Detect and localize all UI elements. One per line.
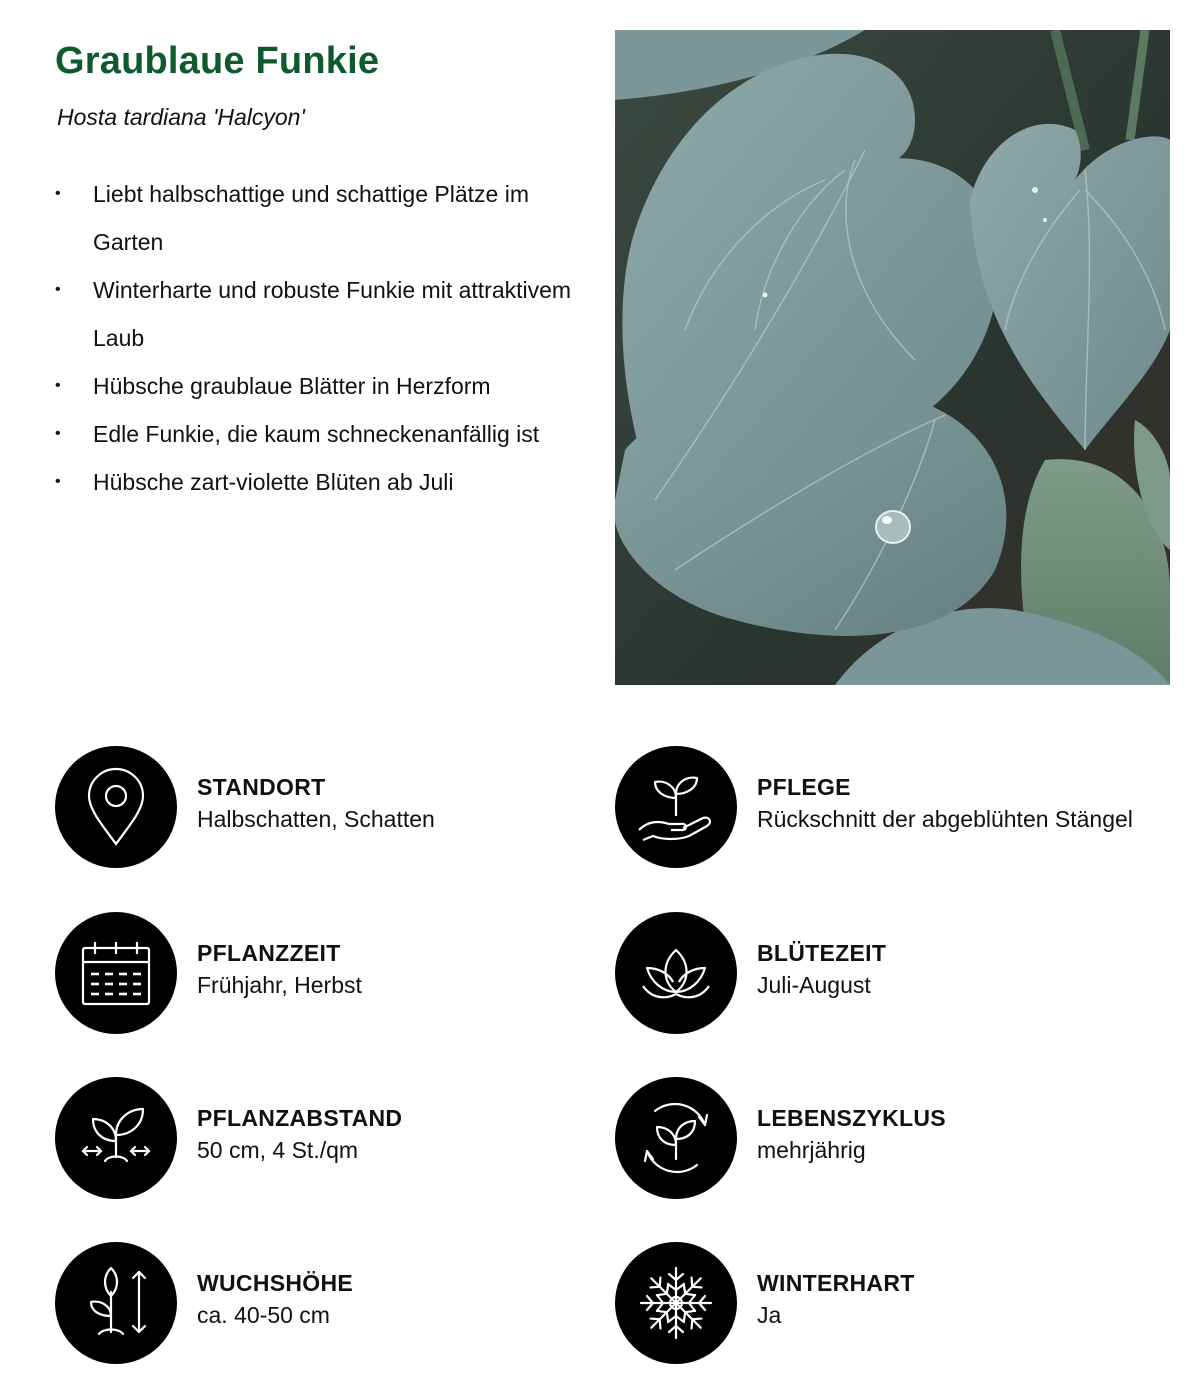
bullet-item: • Winterharte und robuste Funkie mit attraktivem Laub xyxy=(55,266,575,362)
feature-value: ca. 40-50 cm xyxy=(197,1302,330,1328)
bullet-item: • Edle Funkie, die kaum schneckenanfällig ist xyxy=(55,410,575,458)
feature-value: Juli-August xyxy=(757,972,871,998)
lotus-flower-icon xyxy=(615,912,737,1034)
feature-value: 50 cm, 4 St./qm xyxy=(197,1137,359,1163)
feature-value: mehrjährig xyxy=(757,1137,866,1163)
feature-pflege xyxy=(615,746,1135,871)
bullet-item: • Hübsche zart-violette Blüten ab Juli xyxy=(55,458,575,506)
calendar-icon xyxy=(55,912,177,1034)
cycle-sprout-icon xyxy=(615,1077,737,1199)
bullet-item: • Hübsche graublaue Blätter in Herzform xyxy=(55,362,575,410)
hosta-leaves-photo xyxy=(615,30,1170,685)
feature-label: LEBENSZYKLUS xyxy=(757,1105,946,1131)
feature-winterhart xyxy=(615,1242,1135,1367)
feature-value: Rückschnitt der abgeblühten Stängel xyxy=(757,806,1133,832)
feature-value: Frühjahr, Herbst xyxy=(197,972,362,998)
bullet-item: • Liebt halbschattige und schattige Plätze im Garten xyxy=(55,170,575,266)
feature-label: BLÜTEZEIT xyxy=(757,940,887,966)
feature-lebenszyklus xyxy=(615,1077,1135,1202)
feature-label: PFLEGE xyxy=(757,774,851,800)
feature-value: Halbschatten, Schatten xyxy=(197,806,435,832)
feature-bluetezeit xyxy=(615,912,1135,1037)
feature-label: PFLANZZEIT xyxy=(197,940,341,966)
feature-pflanzabstand xyxy=(55,1077,575,1202)
feature-label: STANDORT xyxy=(197,774,326,800)
feature-standort xyxy=(55,746,575,871)
hand-plant-icon xyxy=(615,746,737,868)
feature-label: PFLANZABSTAND xyxy=(197,1105,403,1131)
feature-label: WINTERHART xyxy=(757,1270,915,1296)
feature-label: WUCHSHÖHE xyxy=(197,1270,354,1296)
botanical-name: Hosta tardiana 'Halcyon' xyxy=(57,104,305,130)
product-title: Graublaue Funkie xyxy=(55,40,380,82)
seedling-spacing-icon xyxy=(55,1077,177,1199)
feature-pflanzzeit xyxy=(55,912,575,1037)
plant-height-icon xyxy=(55,1242,177,1364)
snowflake-icon xyxy=(615,1242,737,1364)
feature-bullet-list xyxy=(55,170,575,506)
location-pin-icon xyxy=(55,746,177,868)
feature-wuchshoehe xyxy=(55,1242,575,1367)
feature-value: Ja xyxy=(757,1302,782,1328)
